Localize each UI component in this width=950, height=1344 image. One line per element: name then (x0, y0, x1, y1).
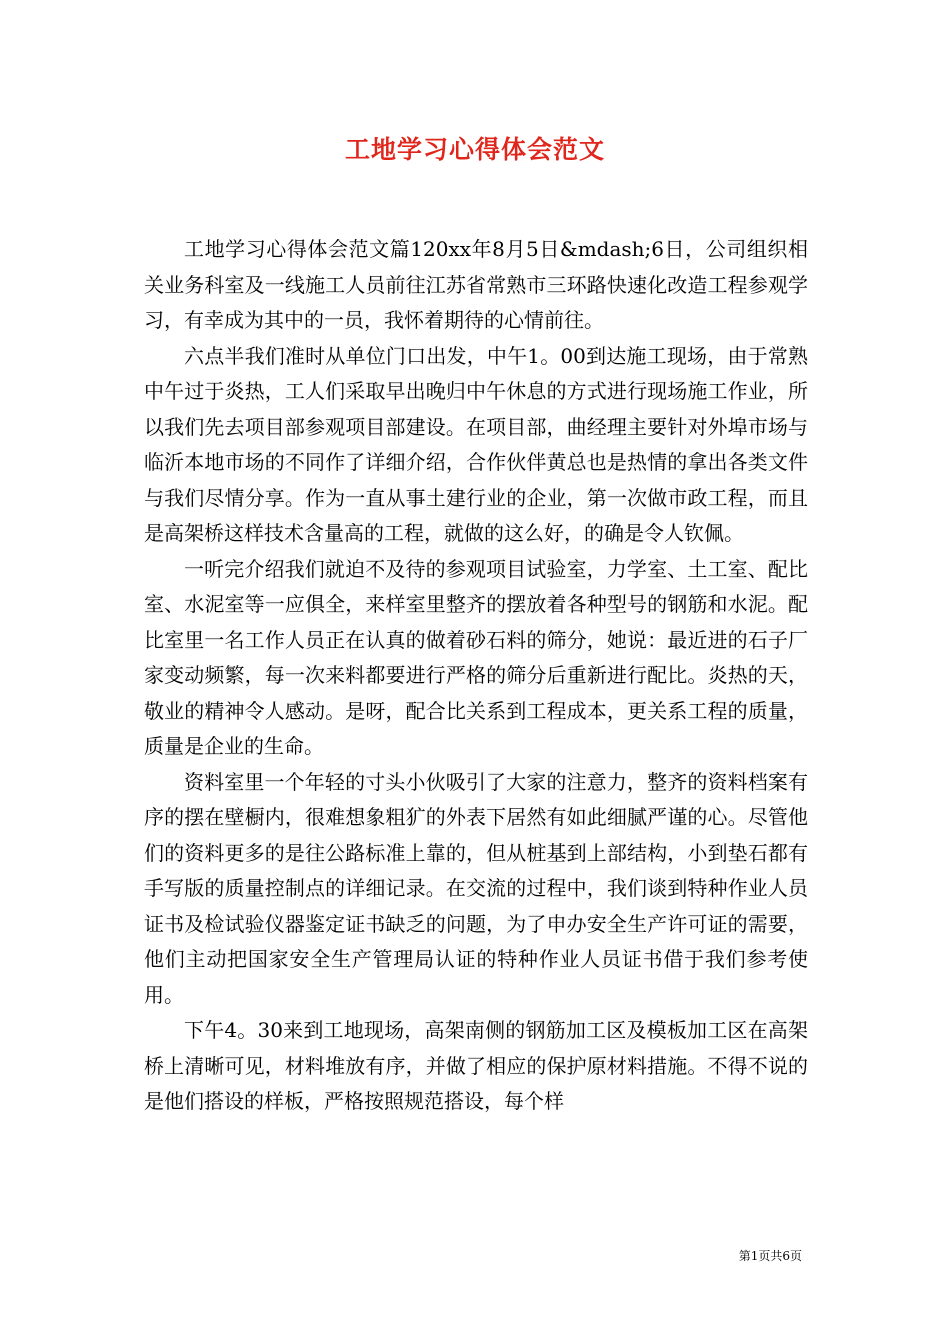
page-number: 第1页共6页 (738, 1249, 802, 1263)
document-body (144, 232, 808, 1120)
paragraph-2: 六点半我们准时从单位门口出发，中午1。00到达施工现场，由于常熟中午过于炎热，工人们采取早出晚归中午休息的方式进行现场施工作业，所以我们先去项目部参观项目部建设。在项目部，曲经理主要针对外埠市场与临沂本地市场的不同作了详细介绍，合作伙伴黄总也是热情的拿出各类文件与我们尽情分享。作为一直从事土建行业的企业，第一次做市政工程，而且是高架桥这样技术含量高的工程，就做的这么好，的确是令人钦佩。 (144, 343, 808, 545)
paragraph-1: 工地学习心得体会范文篇120xx年8月5日&mdash;6日，公司组织相关业务科室及一线施工人员前往江苏省常熟市三环路快速化改造工程参观学习，有幸成为其中的一员，我怀着期待的心情前往。 (144, 237, 808, 332)
paragraph-4: 资料室里一个年轻的寸头小伙吸引了大家的注意力，整齐的资料档案有序的摆在壁橱内，很难想象粗犷的外表下居然有如此细腻严谨的心。尽管他们的资料更多的是往公路标准上靠的，但从桩基到上部结构，小到垫石都有手写版的质量控制点的详细记录。在交流的过程中，我们谈到特种作业人员证书及检试验仪器鉴定证书缺乏的问题，为了申办安全生产许可证的需要，他们主动把国家安全生产管理局认证的特种作业人员证书借于我们参考使用。 (144, 769, 808, 1007)
paragraph-3: 一听完介绍我们就迫不及待的参观项目试验室，力学室、土工室、配比室、水泥室等一应俱全，来样室里整齐的摆放着各种型号的钢筋和水泥。配比室里一名工作人员正在认真的做着砂石料的筛分，她说：最近进的石子厂家变动频繁，每一次来料都要进行严格的筛分后重新进行配比。炎热的天，敬业的精神令人感动。是呀，配合比关系到工程成本，更关系工程的质量，质量是企业的生命。 (144, 556, 808, 758)
document-title: 工地学习心得体会范文 (344, 135, 605, 164)
paragraph-5: 下午4。30来到工地现场，高架南侧的钢筋加工区及模板加工区在高架桥上清晰可见，材料堆放有序，并做了相应的保护原材料措施。不得不说的是他们搭设的样板，严格按照规范搭设，每个样 (144, 1018, 808, 1113)
